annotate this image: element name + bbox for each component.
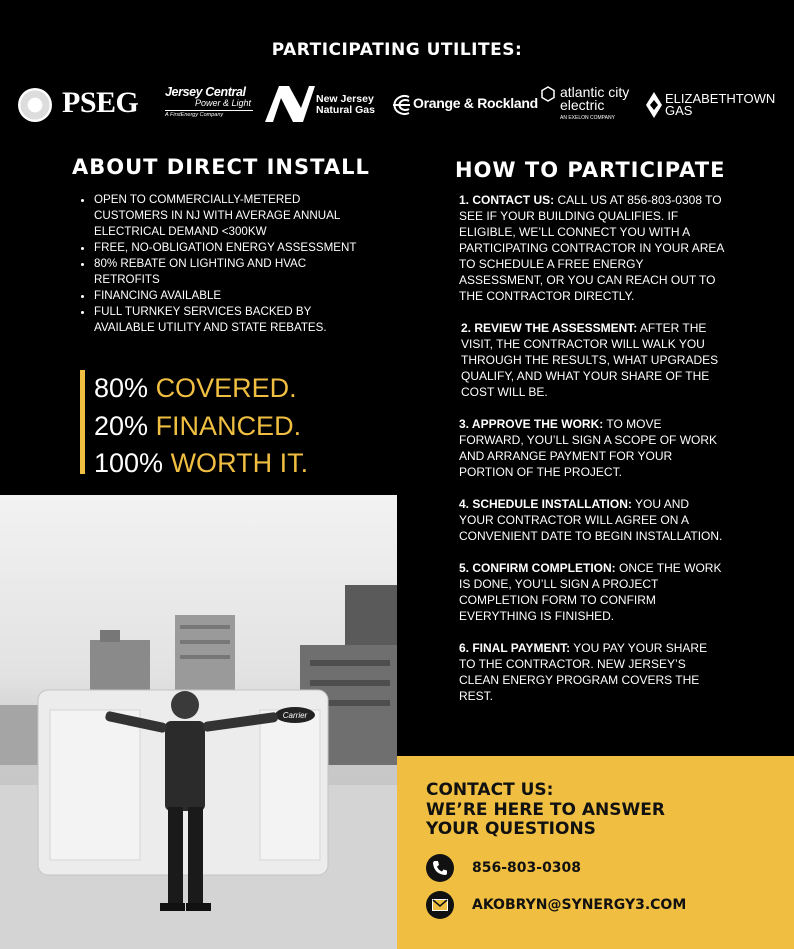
about-title: ABOUT DIRECT INSTALL — [72, 155, 370, 179]
ace-logo: atlantic city electric AN EXELON COMPANY — [540, 82, 640, 126]
list-item: • FREE, NO-OBLIGATION ENERGY ASSESSMENT — [94, 240, 374, 256]
list-item: • 80% REBATE ON LIGHTING AND HVAC RETROFITS — [94, 256, 374, 288]
step-4: 4. SCHEDULE INSTALLATION: YOU AND YOUR CONTRACTOR WILL AGREE ON A CONVENIENT DATE TO BEGIN INSTALLATION. — [459, 497, 723, 543]
contact-phone[interactable]: 856-803-0308 — [472, 860, 582, 876]
step-5: 5. CONFIRM COMPLETION: ONCE THE WORK IS DONE, YOU’LL SIGN A PROJECT COMPLETION FORM TO CONFIRM EVERYTHING IS FINISHED. — [459, 561, 722, 623]
step-1: 1. CONTACT US: CALL US AT 856-803-0308 TO SEE IF YOUR BUILDING QUALIFIES. IF ELIGIBLE, WE’LL CONNECT YOU WITH A PARTICIPATING CONTRACTOR IN YOUR AREA TO SCHEDULE A FREE ENERGY ASSESSMENT, OR YOU CAN REACH OUT TO THE CONTRACTOR DIRECTLY. — [459, 193, 724, 303]
contact-phone-row[interactable] — [426, 853, 581, 883]
contact-email[interactable]: AKOBRYN@SYNERGY3.COM — [472, 897, 687, 913]
elizabethtown-gas-logo: ELIZABETHTOWN GAS — [646, 90, 788, 124]
step-3: 3. APPROVE THE WORK: TO MOVE FORWARD, YOU’LL SIGN A SCOPE OF WORK AND ARRANGE PAYMENT FOR YOUR PORTION OF THE PROJECT. — [459, 417, 718, 479]
participate-steps — [459, 192, 724, 720]
list-item: • OPEN TO COMMERCIALLY-METERED CUSTOMERS IN NJ WITH AVERAGE ANNUAL ELECTRICAL DEMAND <300KW — [94, 192, 374, 240]
rooftop-photo — [0, 495, 397, 949]
list-item: • FULL TURNKEY SERVICES BACKED BY AVAILABLE UTILITY AND STATE REBATES. — [94, 304, 374, 336]
slogan — [80, 370, 309, 478]
rooftop-scene — [0, 495, 397, 949]
pseg-sun-icon — [18, 88, 52, 122]
orange-rockland-rings-icon — [385, 94, 411, 116]
about-list — [78, 192, 374, 336]
participate-title: HOW TO PARTICIPATE — [455, 158, 726, 182]
ace-hexagon-icon — [540, 86, 556, 102]
utility-logos — [18, 80, 788, 130]
pseg-logo: PSEG — [18, 80, 158, 130]
step-2: 2. REVIEW THE ASSESSMENT: AFTER THE VISIT, THE CONTRACTOR WILL WALK YOU THROUGH THE RESULTS, WHAT UPGRADES QUALIFY, AND WHAT YOUR SHARE OF THE COST WILL BE. — [461, 321, 719, 399]
page-heading: PARTICIPATING UTILITES: — [271, 40, 523, 60]
list-item: • FINANCING AVAILABLE — [94, 288, 374, 304]
contact-panel — [397, 756, 794, 949]
contact-email-row[interactable] — [426, 890, 686, 920]
njng-flame-icon — [265, 86, 315, 124]
slogan-line: 20% FINANCED. — [94, 410, 302, 441]
email-icon — [426, 891, 454, 919]
step-6: 6. FINAL PAYMENT: YOU PAY YOUR SHARE TO THE CONTRACTOR. NEW JERSEY’S CLEAN ENERGY PROGRAM COVERS THE REST. — [459, 641, 708, 703]
slogan-line: 80% COVERED. — [94, 373, 297, 403]
slogan-line: 100% WORTH IT. — [94, 448, 309, 478]
carrier-brand-label: Carrier — [282, 711, 308, 720]
orange-rockland-logo: Orange & Rockland — [385, 93, 535, 117]
elizabethtown-flame-icon — [646, 92, 662, 118]
jcpl-logo: Jersey Central Power & Light A FirstEnergy Company — [165, 85, 251, 118]
contact-title: CONTACT US: WE’RE HERE TO ANSWER YOUR QUESTIONS — [426, 780, 665, 839]
njng-logo: New Jersey Natural Gas — [265, 84, 380, 128]
phone-icon — [426, 854, 454, 882]
